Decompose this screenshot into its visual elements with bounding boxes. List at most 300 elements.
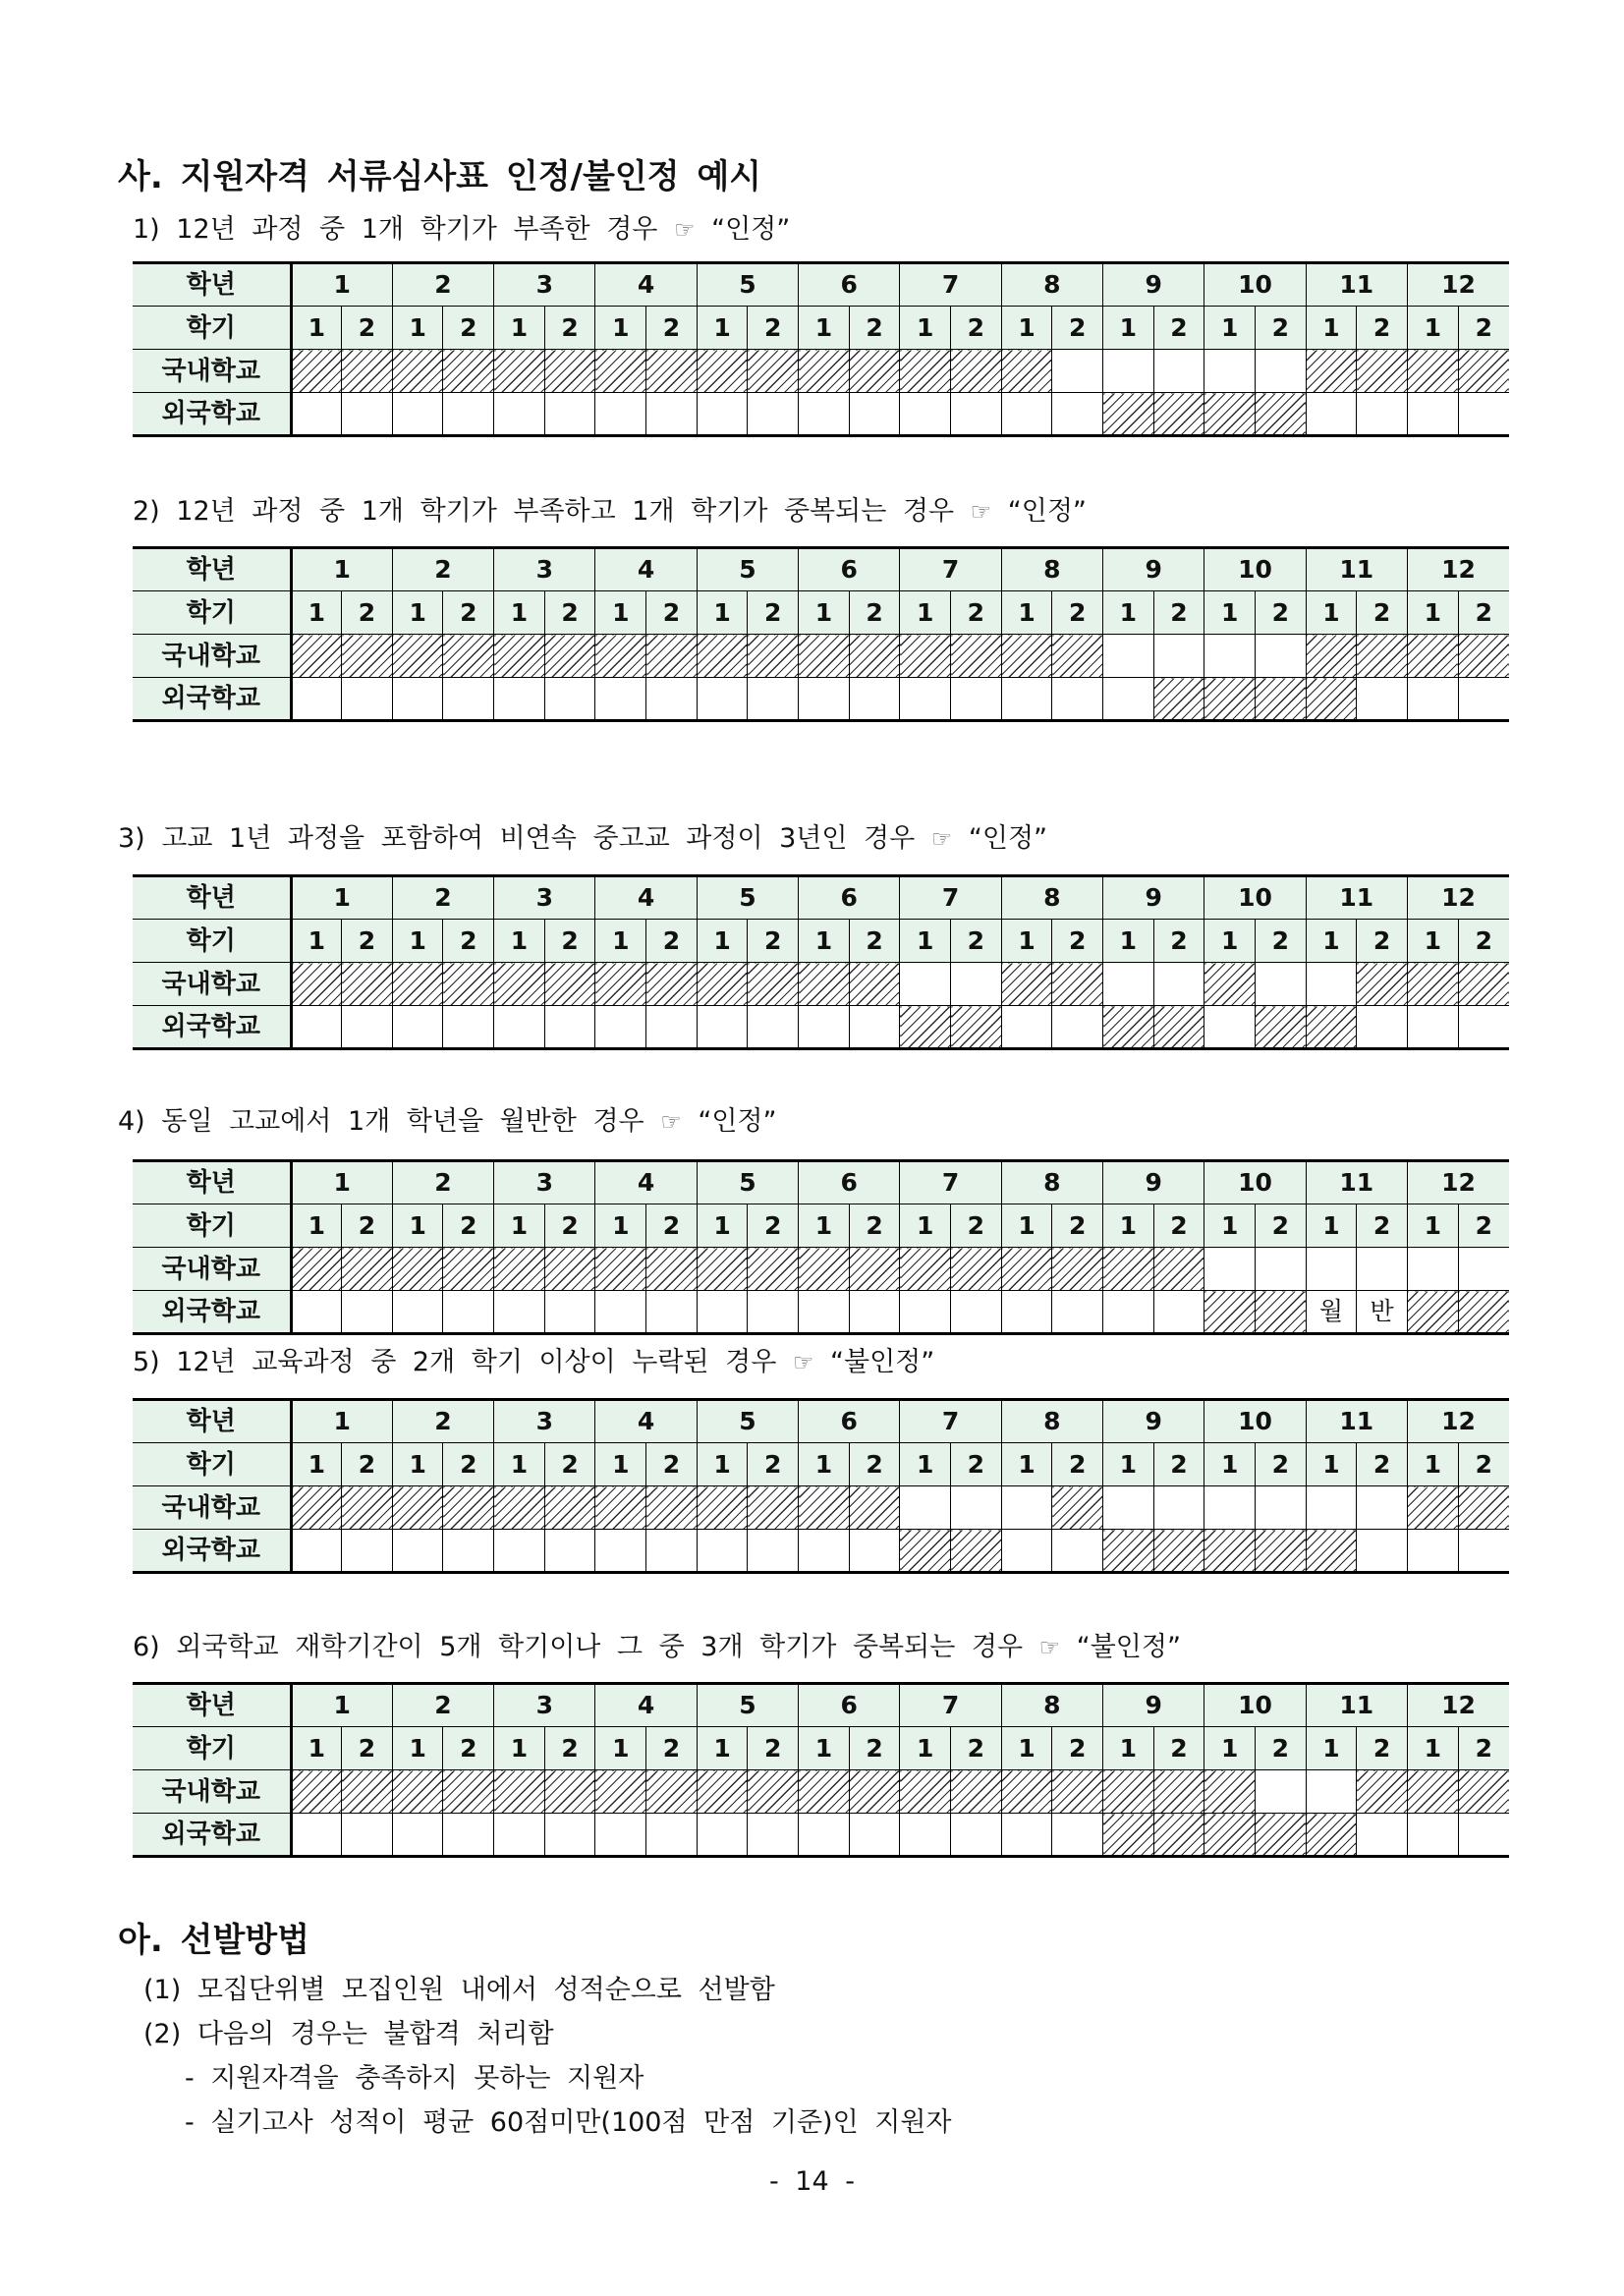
enrolled-semester-cell bbox=[1458, 1486, 1509, 1530]
empty-semester-cell bbox=[1052, 1814, 1103, 1857]
semester-number: 2 bbox=[1052, 1727, 1103, 1770]
enrolled-semester-cell bbox=[544, 963, 595, 1006]
foreign-school-row bbox=[133, 393, 1509, 436]
empty-semester-cell bbox=[1458, 678, 1509, 721]
empty-semester-cell bbox=[697, 393, 748, 436]
grade-number: 11 bbox=[1306, 1684, 1407, 1727]
semester-number: 2 bbox=[544, 920, 595, 963]
semester-number: 2 bbox=[748, 1204, 799, 1248]
enrolled-semester-cell bbox=[291, 1248, 342, 1291]
enrolled-semester-cell bbox=[1153, 1770, 1204, 1814]
grade-label: 학년 bbox=[133, 1161, 291, 1204]
semester-number: 2 bbox=[544, 307, 595, 350]
semester-number: 2 bbox=[342, 1204, 393, 1248]
semester-number: 1 bbox=[900, 1727, 951, 1770]
semester-number: 1 bbox=[1204, 307, 1256, 350]
grade-number: 10 bbox=[1204, 263, 1306, 307]
grade-number: 9 bbox=[1103, 1400, 1204, 1443]
grade-number: 2 bbox=[392, 1684, 493, 1727]
foreign-school-row bbox=[133, 1291, 1509, 1334]
semester-number: 2 bbox=[951, 1727, 1002, 1770]
semester-number: 1 bbox=[1407, 591, 1458, 635]
semester-number: 1 bbox=[1103, 1443, 1154, 1486]
enrolled-semester-cell bbox=[1103, 1248, 1154, 1291]
page-number: - 14 - bbox=[768, 2166, 855, 2197]
empty-semester-cell bbox=[1001, 393, 1052, 436]
enrolled-semester-cell bbox=[849, 635, 900, 678]
empty-semester-cell bbox=[1204, 350, 1256, 393]
semester-number: 2 bbox=[951, 1443, 1002, 1486]
empty-semester-cell bbox=[595, 1814, 646, 1857]
semester-number: 1 bbox=[1103, 591, 1154, 635]
domestic-school-label: 국내학교 bbox=[133, 963, 291, 1006]
semester-number: 1 bbox=[1204, 920, 1256, 963]
enrolled-semester-cell bbox=[1153, 1248, 1204, 1291]
empty-semester-cell bbox=[1153, 635, 1204, 678]
semester-number: 1 bbox=[291, 1204, 342, 1248]
semester-number: 1 bbox=[1407, 1727, 1458, 1770]
empty-semester-cell bbox=[1052, 1006, 1103, 1049]
empty-semester-cell bbox=[1407, 1814, 1458, 1857]
grade-number: 7 bbox=[900, 548, 1001, 591]
empty-semester-cell bbox=[595, 1530, 646, 1573]
semester-number: 2 bbox=[443, 307, 494, 350]
semester-number: 1 bbox=[1001, 307, 1052, 350]
enrolled-semester-cell bbox=[1407, 350, 1458, 393]
semester-label: 학기 bbox=[133, 1204, 291, 1248]
enrolled-semester-cell bbox=[799, 1770, 850, 1814]
semester-number: 2 bbox=[1458, 920, 1509, 963]
semester-number: 1 bbox=[1001, 1443, 1052, 1486]
foreign-school-label: 외국학교 bbox=[133, 1814, 291, 1857]
semester-number: 1 bbox=[900, 1443, 951, 1486]
grade-number: 3 bbox=[494, 1161, 595, 1204]
grade-number: 1 bbox=[291, 1161, 392, 1204]
semester-number: 1 bbox=[494, 920, 545, 963]
semester-number: 2 bbox=[342, 920, 393, 963]
semester-number: 2 bbox=[342, 1727, 393, 1770]
empty-semester-cell bbox=[799, 1814, 850, 1857]
enrolled-semester-cell bbox=[1458, 1291, 1509, 1334]
grade-number: 12 bbox=[1407, 876, 1509, 920]
enrolled-semester-cell bbox=[697, 1486, 748, 1530]
empty-semester-cell bbox=[1001, 678, 1052, 721]
enrolled-semester-cell bbox=[494, 635, 545, 678]
enrolled-semester-cell bbox=[595, 1248, 646, 1291]
enrolled-semester-cell bbox=[392, 635, 443, 678]
semester-number: 2 bbox=[646, 307, 698, 350]
enrolled-semester-cell bbox=[1306, 1006, 1357, 1049]
selection-item-2: (2) 다음의 경우는 불합격 처리함 bbox=[143, 2019, 554, 2049]
grade-number: 3 bbox=[494, 1400, 595, 1443]
empty-semester-cell bbox=[494, 678, 545, 721]
empty-semester-cell bbox=[392, 1006, 443, 1049]
empty-semester-cell bbox=[443, 1814, 494, 1857]
enrolled-semester-cell bbox=[1255, 393, 1306, 436]
semester-number: 1 bbox=[1204, 591, 1256, 635]
semester-number: 1 bbox=[595, 920, 646, 963]
semester-number: 1 bbox=[595, 1204, 646, 1248]
enrolled-semester-cell bbox=[1153, 1006, 1204, 1049]
empty-semester-cell bbox=[900, 963, 951, 1006]
semester-number: 1 bbox=[900, 591, 951, 635]
semester-number: 2 bbox=[1255, 1727, 1306, 1770]
domestic-school-label: 국내학교 bbox=[133, 350, 291, 393]
enrolled-semester-cell bbox=[1052, 963, 1103, 1006]
example-result: “불인정” bbox=[1076, 1632, 1181, 1662]
empty-semester-cell bbox=[1306, 963, 1357, 1006]
foreign-school-label: 외국학교 bbox=[133, 1530, 291, 1573]
semester-number: 2 bbox=[1357, 591, 1408, 635]
semester-number: 1 bbox=[392, 1443, 443, 1486]
enrolled-semester-cell bbox=[900, 1530, 951, 1573]
empty-semester-cell bbox=[291, 1291, 342, 1334]
empty-semester-cell bbox=[1357, 678, 1408, 721]
enrolled-semester-cell bbox=[1204, 1291, 1256, 1334]
semester-number: 1 bbox=[1306, 1727, 1357, 1770]
empty-semester-cell bbox=[1458, 1530, 1509, 1573]
semester-number: 1 bbox=[392, 920, 443, 963]
section-a-title: 아. 선발방법 bbox=[118, 1921, 309, 1960]
semester-number: 2 bbox=[748, 307, 799, 350]
semester-label: 학기 bbox=[133, 920, 291, 963]
example-5-table bbox=[133, 1398, 1509, 1574]
semester-number: 1 bbox=[697, 1727, 748, 1770]
semester-number: 2 bbox=[951, 591, 1002, 635]
enrolled-semester-cell bbox=[748, 350, 799, 393]
enrolled-semester-cell bbox=[1103, 393, 1154, 436]
grade-number: 8 bbox=[1001, 263, 1102, 307]
empty-semester-cell bbox=[1407, 1530, 1458, 1573]
enrolled-semester-cell bbox=[900, 1006, 951, 1049]
enrolled-semester-cell bbox=[1407, 1486, 1458, 1530]
semester-number: 1 bbox=[900, 307, 951, 350]
semester-number: 2 bbox=[1052, 307, 1103, 350]
semester-number: 2 bbox=[1255, 1204, 1306, 1248]
example-6-caption bbox=[133, 1632, 1181, 1663]
semester-number: 2 bbox=[443, 591, 494, 635]
semester-number: 2 bbox=[443, 920, 494, 963]
enrolled-semester-cell bbox=[595, 1770, 646, 1814]
semester-number: 1 bbox=[291, 591, 342, 635]
example-4-table bbox=[133, 1159, 1509, 1335]
semester-number: 1 bbox=[1306, 591, 1357, 635]
empty-semester-cell bbox=[1255, 350, 1306, 393]
enrolled-semester-cell bbox=[1103, 1530, 1154, 1573]
empty-semester-cell bbox=[392, 1530, 443, 1573]
semester-number: 2 bbox=[1357, 1204, 1408, 1248]
pointing-hand-icon: ☞ bbox=[930, 825, 953, 853]
semester-number: 2 bbox=[1153, 920, 1204, 963]
empty-semester-cell bbox=[1204, 635, 1256, 678]
empty-semester-cell bbox=[951, 1291, 1002, 1334]
empty-semester-cell bbox=[748, 1006, 799, 1049]
enrolled-semester-cell bbox=[1052, 1770, 1103, 1814]
empty-semester-cell bbox=[291, 1006, 342, 1049]
semester-number: 1 bbox=[1001, 1204, 1052, 1248]
enrolled-semester-cell bbox=[443, 350, 494, 393]
semester-number: 1 bbox=[1001, 920, 1052, 963]
note-cell: 월 bbox=[1306, 1291, 1357, 1334]
semester-number: 2 bbox=[849, 920, 900, 963]
grade-header-row bbox=[133, 1684, 1509, 1727]
semester-number: 2 bbox=[544, 1727, 595, 1770]
enrolled-semester-cell bbox=[1103, 1814, 1154, 1857]
empty-semester-cell bbox=[544, 1530, 595, 1573]
semester-number: 2 bbox=[1153, 1443, 1204, 1486]
semester-number: 1 bbox=[392, 591, 443, 635]
empty-semester-cell bbox=[544, 1006, 595, 1049]
semester-number: 1 bbox=[392, 307, 443, 350]
grade-label: 학년 bbox=[133, 548, 291, 591]
enrolled-semester-cell bbox=[392, 1248, 443, 1291]
grade-number: 10 bbox=[1204, 1161, 1306, 1204]
grade-number: 7 bbox=[900, 876, 1001, 920]
grade-number: 12 bbox=[1407, 263, 1509, 307]
semester-number: 1 bbox=[900, 920, 951, 963]
enrolled-semester-cell bbox=[1103, 1770, 1154, 1814]
enrolled-semester-cell bbox=[1001, 350, 1052, 393]
semester-number: 1 bbox=[799, 1443, 850, 1486]
empty-semester-cell bbox=[595, 678, 646, 721]
enrolled-semester-cell bbox=[342, 350, 393, 393]
enrolled-semester-cell bbox=[849, 1486, 900, 1530]
grade-number: 11 bbox=[1306, 1161, 1407, 1204]
empty-semester-cell bbox=[951, 678, 1002, 721]
empty-semester-cell bbox=[849, 1814, 900, 1857]
empty-semester-cell bbox=[1001, 1814, 1052, 1857]
foreign-school-row bbox=[133, 1814, 1509, 1857]
grade-number: 6 bbox=[799, 548, 900, 591]
empty-semester-cell bbox=[748, 1814, 799, 1857]
semester-number: 1 bbox=[494, 1204, 545, 1248]
semester-number: 2 bbox=[748, 591, 799, 635]
example-result: “인정” bbox=[711, 214, 791, 245]
domestic-school-row bbox=[133, 350, 1509, 393]
enrolled-semester-cell bbox=[1407, 963, 1458, 1006]
semester-number: 1 bbox=[1103, 307, 1154, 350]
enrolled-semester-cell bbox=[494, 1770, 545, 1814]
semester-number: 1 bbox=[291, 1727, 342, 1770]
grade-number: 5 bbox=[697, 1161, 798, 1204]
enrolled-semester-cell bbox=[544, 1486, 595, 1530]
semester-number: 2 bbox=[544, 1443, 595, 1486]
empty-semester-cell bbox=[1153, 963, 1204, 1006]
grade-number: 9 bbox=[1103, 876, 1204, 920]
grade-header-row bbox=[133, 548, 1509, 591]
empty-semester-cell bbox=[951, 393, 1002, 436]
grade-number: 2 bbox=[392, 263, 493, 307]
empty-semester-cell bbox=[1153, 350, 1204, 393]
semester-number: 2 bbox=[1052, 920, 1103, 963]
semester-number: 2 bbox=[1458, 1204, 1509, 1248]
enrolled-semester-cell bbox=[392, 350, 443, 393]
empty-semester-cell bbox=[849, 393, 900, 436]
enrolled-semester-cell bbox=[1204, 963, 1256, 1006]
empty-semester-cell bbox=[1407, 678, 1458, 721]
grade-number: 6 bbox=[799, 1400, 900, 1443]
grade-number: 1 bbox=[291, 548, 392, 591]
enrolled-semester-cell bbox=[494, 350, 545, 393]
empty-semester-cell bbox=[544, 1291, 595, 1334]
enrolled-semester-cell bbox=[1255, 678, 1306, 721]
semester-number: 2 bbox=[951, 307, 1002, 350]
enrolled-semester-cell bbox=[1407, 635, 1458, 678]
semester-number: 1 bbox=[1306, 307, 1357, 350]
enrolled-semester-cell bbox=[291, 1770, 342, 1814]
grade-number: 10 bbox=[1204, 1400, 1306, 1443]
example-3-caption bbox=[118, 823, 1047, 855]
semester-number: 1 bbox=[799, 1727, 850, 1770]
enrolled-semester-cell bbox=[900, 1248, 951, 1291]
semester-number: 2 bbox=[1458, 1727, 1509, 1770]
rejection-condition-1: - 지원자격을 충족하지 못하는 지원자 bbox=[185, 2063, 644, 2094]
grade-label: 학년 bbox=[133, 263, 291, 307]
section-sa-title: 사. 지원자격 서류심사표 인정/불인정 예시 bbox=[118, 157, 762, 196]
grade-header-row bbox=[133, 263, 1509, 307]
grade-number: 1 bbox=[291, 263, 392, 307]
semester-number: 1 bbox=[291, 307, 342, 350]
grade-header-row bbox=[133, 876, 1509, 920]
grade-number: 4 bbox=[595, 263, 697, 307]
enrolled-semester-cell bbox=[595, 350, 646, 393]
enrolled-semester-cell bbox=[291, 635, 342, 678]
enrolled-semester-cell bbox=[291, 350, 342, 393]
empty-semester-cell bbox=[1103, 963, 1154, 1006]
empty-semester-cell bbox=[900, 1814, 951, 1857]
example-label: 6) 외국학교 재학기간이 5개 학기이나 그 중 3개 학기가 중복되는 경우 bbox=[133, 1632, 1024, 1662]
semester-number: 2 bbox=[443, 1443, 494, 1486]
empty-semester-cell bbox=[951, 963, 1002, 1006]
semester-number: 2 bbox=[1052, 1443, 1103, 1486]
enrolled-semester-cell bbox=[544, 1248, 595, 1291]
semester-number: 2 bbox=[849, 591, 900, 635]
enrolled-semester-cell bbox=[697, 635, 748, 678]
grade-number: 6 bbox=[799, 1161, 900, 1204]
example-result: “인정” bbox=[698, 1106, 777, 1137]
enrolled-semester-cell bbox=[1255, 1530, 1306, 1573]
semester-number: 2 bbox=[443, 1204, 494, 1248]
enrolled-semester-cell bbox=[342, 635, 393, 678]
empty-semester-cell bbox=[494, 393, 545, 436]
semester-number: 2 bbox=[1153, 1727, 1204, 1770]
empty-semester-cell bbox=[849, 1006, 900, 1049]
enrolled-semester-cell bbox=[1001, 1248, 1052, 1291]
foreign-school-label: 외국학교 bbox=[133, 678, 291, 721]
empty-semester-cell bbox=[748, 678, 799, 721]
semester-number: 2 bbox=[646, 1443, 698, 1486]
enrolled-semester-cell bbox=[951, 1248, 1002, 1291]
grade-label: 학년 bbox=[133, 1684, 291, 1727]
semester-number: 2 bbox=[646, 591, 698, 635]
semester-number: 1 bbox=[1407, 1204, 1458, 1248]
enrolled-semester-cell bbox=[595, 1486, 646, 1530]
domestic-school-row bbox=[133, 1248, 1509, 1291]
enrolled-semester-cell bbox=[291, 1486, 342, 1530]
empty-semester-cell bbox=[900, 393, 951, 436]
semester-number: 2 bbox=[342, 591, 393, 635]
semester-number: 2 bbox=[342, 1443, 393, 1486]
semester-number: 1 bbox=[1204, 1204, 1256, 1248]
enrolled-semester-cell bbox=[1357, 635, 1408, 678]
grade-number: 4 bbox=[595, 876, 697, 920]
empty-semester-cell bbox=[1204, 1006, 1256, 1049]
foreign-school-label: 외국학교 bbox=[133, 1006, 291, 1049]
empty-semester-cell bbox=[1458, 1006, 1509, 1049]
semester-number: 1 bbox=[1306, 920, 1357, 963]
grade-number: 5 bbox=[697, 1684, 798, 1727]
semester-number: 2 bbox=[849, 1204, 900, 1248]
empty-semester-cell bbox=[1001, 1291, 1052, 1334]
enrolled-semester-cell bbox=[951, 635, 1002, 678]
example-result: “불인정” bbox=[830, 1347, 935, 1377]
empty-semester-cell bbox=[1306, 1770, 1357, 1814]
enrolled-semester-cell bbox=[748, 1486, 799, 1530]
semester-number: 1 bbox=[595, 1443, 646, 1486]
enrolled-semester-cell bbox=[1357, 350, 1408, 393]
empty-semester-cell bbox=[443, 1291, 494, 1334]
empty-semester-cell bbox=[1153, 1291, 1204, 1334]
semester-number: 1 bbox=[799, 307, 850, 350]
enrolled-semester-cell bbox=[342, 963, 393, 1006]
enrolled-semester-cell bbox=[1204, 393, 1256, 436]
grade-number: 6 bbox=[799, 263, 900, 307]
semester-number: 1 bbox=[1103, 1727, 1154, 1770]
empty-semester-cell bbox=[1306, 1248, 1357, 1291]
enrolled-semester-cell bbox=[1306, 1814, 1357, 1857]
enrolled-semester-cell bbox=[1458, 350, 1509, 393]
grade-number: 8 bbox=[1001, 1684, 1102, 1727]
empty-semester-cell bbox=[1255, 635, 1306, 678]
empty-semester-cell bbox=[697, 1530, 748, 1573]
empty-semester-cell bbox=[697, 678, 748, 721]
grade-number: 7 bbox=[900, 1161, 1001, 1204]
grade-number: 4 bbox=[595, 1400, 697, 1443]
enrolled-semester-cell bbox=[1204, 678, 1256, 721]
grade-number: 6 bbox=[799, 1684, 900, 1727]
semester-number: 1 bbox=[799, 1204, 850, 1248]
semester-number: 1 bbox=[697, 1443, 748, 1486]
enrolled-semester-cell bbox=[697, 1770, 748, 1814]
empty-semester-cell bbox=[544, 678, 595, 721]
semester-number: 2 bbox=[342, 307, 393, 350]
enrolled-semester-cell bbox=[1306, 678, 1357, 721]
empty-semester-cell bbox=[1255, 963, 1306, 1006]
grade-label: 학년 bbox=[133, 1400, 291, 1443]
enrolled-semester-cell bbox=[392, 1770, 443, 1814]
semester-number: 1 bbox=[595, 591, 646, 635]
enrolled-semester-cell bbox=[697, 350, 748, 393]
enrolled-semester-cell bbox=[1306, 635, 1357, 678]
enrolled-semester-cell bbox=[849, 1770, 900, 1814]
enrolled-semester-cell bbox=[951, 1770, 1002, 1814]
semester-number: 2 bbox=[748, 1727, 799, 1770]
empty-semester-cell bbox=[342, 1814, 393, 1857]
grade-number: 9 bbox=[1103, 1684, 1204, 1727]
empty-semester-cell bbox=[1052, 350, 1103, 393]
semester-number: 2 bbox=[849, 307, 900, 350]
empty-semester-cell bbox=[1357, 1248, 1408, 1291]
enrolled-semester-cell bbox=[1458, 963, 1509, 1006]
empty-semester-cell bbox=[1103, 350, 1154, 393]
grade-number: 2 bbox=[392, 1161, 493, 1204]
semester-number: 2 bbox=[1052, 591, 1103, 635]
enrolled-semester-cell bbox=[1052, 635, 1103, 678]
empty-semester-cell bbox=[1458, 1814, 1509, 1857]
enrolled-semester-cell bbox=[1255, 1814, 1306, 1857]
semester-number: 1 bbox=[494, 1443, 545, 1486]
enrolled-semester-cell bbox=[1357, 963, 1408, 1006]
